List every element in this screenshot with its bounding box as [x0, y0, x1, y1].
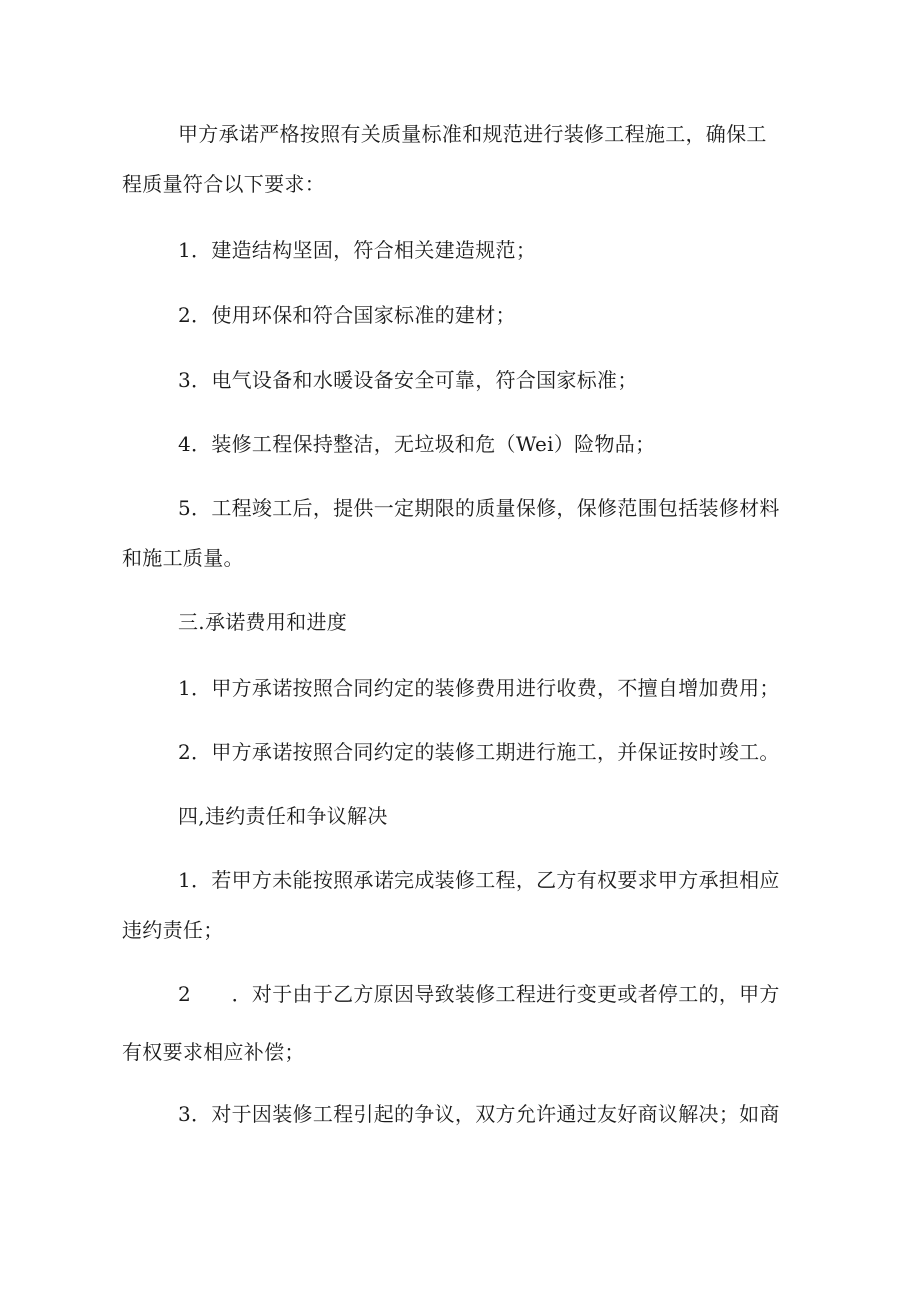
text-line: 违约责任； — [122, 918, 224, 942]
text-line: 1．建造结构坚固，符合相关建造规范； — [178, 238, 537, 262]
text-line: 1．若甲方未能按照承诺完成装修工程，乙方有权要求甲方承担相应 — [178, 868, 780, 892]
text-line: 5．工程竣工后，提供一定期限的质量保修，保修范围包括装修材料 — [178, 496, 780, 520]
text-line: 甲方承诺严格按照有关质量标准和规范进行装修工程施工，确保工 — [178, 122, 767, 146]
text-line: 三.承诺费用和进度 — [178, 610, 348, 634]
text-line: 3．电气设备和水暖设备安全可靠，符合国家标准； — [178, 368, 638, 392]
text-line: 3．对于因装修工程引起的争议，双方允许通过友好商议解决；如商 — [178, 1102, 780, 1126]
text-line: 2 ．对于由于乙方原因导致装修工程进行变更或者停工的，甲方 — [178, 982, 780, 1006]
text-line: 4．装修工程保持整洁，无垃圾和危（Wei）险物品； — [178, 432, 656, 456]
text-line: 2．甲方承诺按照合同约定的装修工期进行施工，并保证按时竣工。 — [178, 740, 780, 764]
text-line: 和施工质量。 — [122, 546, 244, 570]
text-line: 有权要求相应补偿； — [122, 1040, 305, 1064]
text-line: 1．甲方承诺按照合同约定的装修费用进行收费，不擅自增加费用； — [178, 676, 780, 700]
text-line: 2．使用环保和符合国家标准的建材； — [178, 303, 516, 327]
text-line: 四,违约责任和争议解决 — [178, 804, 388, 828]
text-line: 程质量符合以下要求： — [122, 172, 325, 196]
